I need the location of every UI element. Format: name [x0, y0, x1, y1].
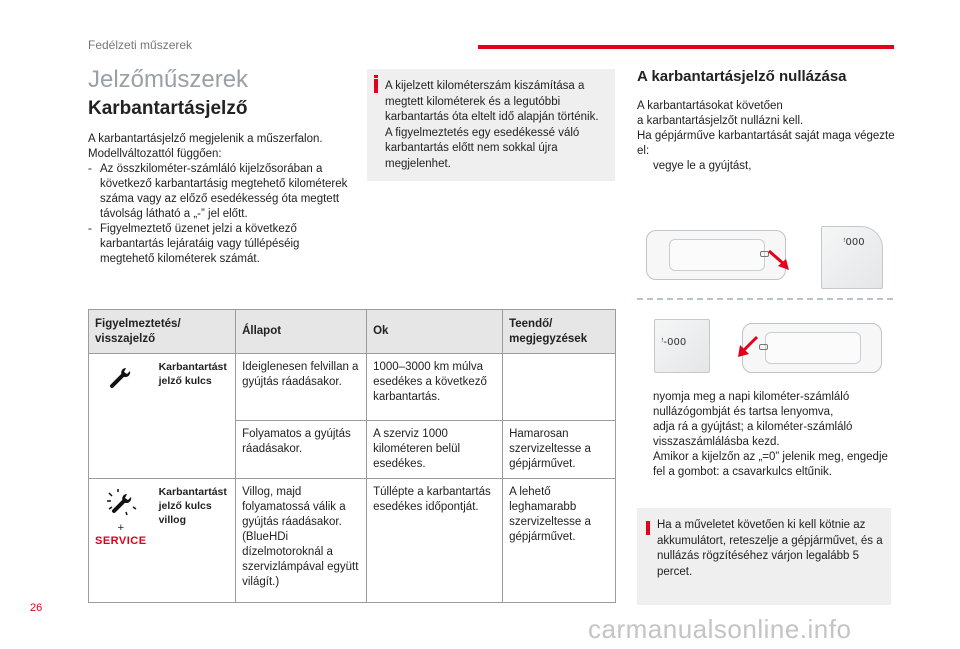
- bullet-dash: -: [88, 163, 92, 175]
- odometer-label: ꜝ-000: [661, 337, 687, 348]
- table-header: Állapot: [236, 310, 367, 354]
- reset-intro-line: a karbantartásjelzőt nullázni kell.: [637, 115, 804, 127]
- section-title: Fedélzeti műszerek: [88, 38, 193, 52]
- step-arrow-icon: [637, 390, 653, 420]
- note-box: [637, 508, 891, 605]
- table-header-row: [89, 310, 616, 354]
- cause-cell: Túllépte a karbantartás esedékes időpontját.: [367, 479, 503, 603]
- step-item: [637, 450, 897, 480]
- info-text: A kijelzett kilométerszám kiszámítása a megtett kilométerek és a legutóbbi karbantartás óta eltelt idő alapján történik. A figyelmeztetés egy esedékessé váló karbantartás előtt nem sokkal újra megjelenhet.: [385, 80, 599, 170]
- red-arrow-icon: [766, 248, 792, 272]
- indicator-name: Karbantartást jelző kulcs villog: [153, 479, 236, 603]
- page-number: 26: [30, 602, 43, 614]
- table-header: Teendő/ megjegyzések: [503, 310, 616, 354]
- info-icon: [374, 75, 378, 78]
- bullet-item: [88, 222, 353, 267]
- header-accent-bar: [478, 45, 894, 49]
- plus-sign: +: [117, 522, 125, 534]
- watermark: carmanualsonline.info: [588, 614, 852, 644]
- instrument-panel-illustration: [646, 230, 786, 280]
- reset-intro-line: A karbantartásokat követően: [637, 100, 783, 112]
- state-cell: Ideiglenesen felvillan a gyújtás ráadásakor.: [236, 354, 367, 421]
- step-item: [637, 159, 897, 174]
- step-item: [637, 390, 897, 420]
- step-text: vegye le a gyújtást,: [653, 160, 752, 172]
- service-indicator: SERVICE: [95, 535, 147, 547]
- odometer-reset-knob: [654, 319, 710, 373]
- table-row: [89, 354, 616, 421]
- dashed-divider: [637, 298, 893, 300]
- step-item: [637, 420, 897, 450]
- step-text: adja rá a gyújtást; a kilométer-számláló visszaszámlálásba kezd.: [653, 421, 853, 448]
- red-arrow-icon: [735, 333, 761, 359]
- reset-heading: A karbantartásjelző nullázása: [637, 68, 847, 85]
- state-cell: Folyamatos a gyújtás ráadásakor.: [236, 421, 367, 479]
- sub-heading: Karbantartásjelző: [88, 98, 248, 119]
- intro-line: A karbantartásjelző megjelenik a műszerfalon.: [88, 133, 323, 145]
- wrench-icon: [108, 364, 134, 390]
- action-cell: [503, 354, 616, 421]
- table-header: Figyelmeztetés/ visszajelző: [89, 310, 236, 354]
- bullet-item: [88, 162, 353, 222]
- indicator-icon-cell: [89, 354, 153, 479]
- bullet-text: Az összkilométer-számláló kijelzősorában a következő karbantartásig megtehető kilométerek száma vagy az előző esedékesség óta megtett távolság látható a „-” jel előtt.: [100, 163, 348, 220]
- step-arrow-icon: [637, 420, 653, 450]
- flashing-wrench-icon: [104, 487, 138, 517]
- page-title: Jelzőműszerek: [88, 66, 249, 93]
- table-header: Ok: [367, 310, 503, 354]
- indicator-name: Karbantartást jelző kulcs: [153, 354, 236, 479]
- info-icon-bar: [646, 521, 650, 535]
- info-box: [367, 69, 615, 181]
- reset-steps: [637, 390, 897, 480]
- step-text: Amikor a kijelzőn az „=0” jelenik meg, engedje fel a gombot: a csavarkulcs eltűnik.: [653, 451, 888, 478]
- instrument-panel-illustration: [742, 323, 882, 373]
- step-arrow-icon: [637, 450, 653, 480]
- indicator-icon-cell: [89, 479, 153, 603]
- cause-cell: A szerviz 1000 kilométeren belül esedékes.: [367, 421, 503, 479]
- intro-text: [88, 132, 353, 267]
- info-icon-bar: [374, 79, 378, 93]
- panel-display: [669, 239, 765, 271]
- state-cell: Villog, majd folyamatossá válik a gyújtás ráadásakor. (BlueHDi dízelmotoroknál a szervizlámpával együtt világít.): [236, 479, 367, 603]
- bullet-dash: -: [88, 223, 92, 235]
- reset-intro: [637, 99, 897, 174]
- step-arrow-icon: [637, 159, 653, 174]
- action-cell: Hamarosan szervizeltesse a gépjárművet.: [503, 421, 616, 479]
- maintenance-table: [88, 309, 616, 603]
- odometer-reset-knob: [821, 226, 883, 289]
- panel-display: [765, 332, 861, 364]
- table-row: [89, 479, 616, 603]
- reset-intro-line: Ha gépjárműve karbantartását saját maga végezte el:: [637, 130, 895, 157]
- odometer-label: ꜝ000: [843, 237, 865, 248]
- cause-cell: 1000–3000 km múlva esedékes a következő karbantartás.: [367, 354, 503, 421]
- note-text: Ha a műveletet követően ki kell kötnie az akkumulátort, reteszelje a gépjárművet, és a nullázás rögzítéséhez várjon legalább 5 percet.: [657, 519, 883, 578]
- bullet-text: Figyelmeztető üzenet jelzi a következő karbantartás lejáratáig vagy túllépéséig megtehető kilométerek számát.: [100, 223, 300, 265]
- intro-line: Modellváltozattól függően:: [88, 148, 222, 160]
- step-text: nyomja meg a napi kilométer-számláló nullázógombját és tartsa lenyomva,: [653, 391, 850, 418]
- action-cell: A lehető leghamarabb szervizeltesse a gépjárművet.: [503, 479, 616, 603]
